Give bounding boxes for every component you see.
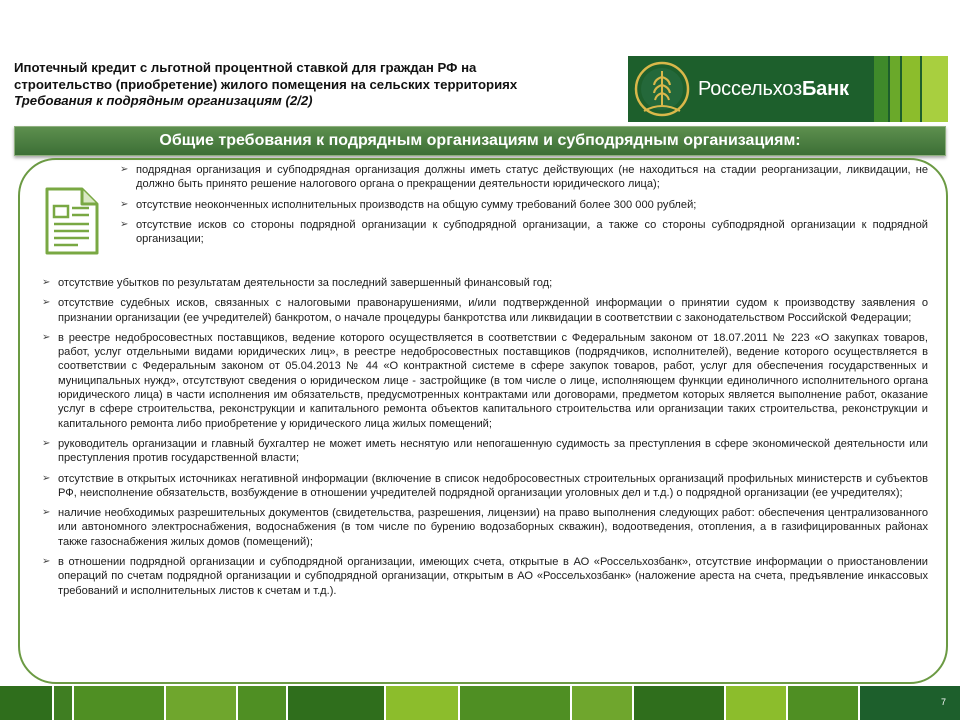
logo-wordmark xyxy=(698,78,849,101)
footer-block xyxy=(634,686,724,720)
list-item: ➢ отсутствие убытков по результатам деятельности за последний завершенный финансовый год; xyxy=(42,277,553,289)
arrow-bullet-icon: ➢ xyxy=(42,556,51,568)
list-item: ➢ отсутствие судебных исков, связанных с налоговыми правонарушениями, и/или подтвержденной информации о принятии судом к производству заявления о признании организации (ее учредителей) банкротом, о начале процедуры банкротства или ликвидации в соответствии с законодательством Российской Федерации; xyxy=(42,297,928,324)
footer-block xyxy=(788,686,858,720)
logo-stripe xyxy=(890,56,900,122)
logo-stripe xyxy=(874,56,888,122)
logo-stripe xyxy=(922,56,948,122)
footer-block xyxy=(54,686,72,720)
requirements-list-main xyxy=(40,276,928,604)
footer-block xyxy=(460,686,570,720)
arrow-bullet-icon: ➢ xyxy=(120,198,129,210)
arrow-bullet-icon: ➢ xyxy=(42,472,51,484)
wheat-key-emblem-icon xyxy=(634,61,690,117)
footer-block xyxy=(166,686,236,720)
list-item: ➢ отсутствие в открытых источниках негативной информации (включение в список недобросовестных строительных организаций профильных министерств и субъектов РФ, неисполнение обязательств, возбуждение в отношении учредителей подрядной организации уголовных дел и т.д.) о подрядной организации (ее учредителях); xyxy=(42,472,928,499)
page-subtitle: Требования к подрядным организациям (2/2) xyxy=(14,93,313,108)
page-title xyxy=(14,60,624,110)
footer-strip xyxy=(0,686,960,720)
section-title-bar: Общие требования к подрядным организациям и субподрядным организациям: xyxy=(14,126,946,156)
logo-stripe xyxy=(902,56,920,122)
footer-block xyxy=(726,686,786,720)
bank-logo xyxy=(628,56,948,122)
footer-block xyxy=(0,686,52,720)
logo-name-regular: Россельхоз xyxy=(698,78,802,100)
arrow-bullet-icon: ➢ xyxy=(120,218,129,230)
arrow-bullet-icon: ➢ xyxy=(42,277,51,288)
list-item: ➢ отсутствие исков со стороны подрядной организации к субподрядной организации, а также со стороны субподрядной организации к подрядной организации; xyxy=(120,218,928,246)
arrow-bullet-icon: ➢ xyxy=(42,331,51,343)
list-item: ➢ руководитель организации и главный бухгалтер не может иметь неснятую или непогашенную судимость за преступления в сфере экономической деятельности или преступления против государственной власти; xyxy=(42,437,928,465)
footer-block xyxy=(288,686,384,720)
footer-block xyxy=(238,686,286,720)
footer-block xyxy=(74,686,164,720)
title-line-1: Ипотечный кредит с льготной процентной ставкой для граждан РФ на xyxy=(14,60,477,75)
list-item: ➢ наличие необходимых разрешительных документов (свидетельства, разрешения, лицензии) на право выполнения следующих работ: обеспечения централизованного или автономного электроснабжения, водоснабжения (в том числе по бурению водозаборных скважин), водоотведения, отопления, а в газифицированных районах также газоснабжения жилых домов (помещений); xyxy=(42,507,928,548)
footer-block xyxy=(572,686,632,720)
arrow-bullet-icon: ➢ xyxy=(42,507,51,519)
footer-block xyxy=(386,686,458,720)
arrow-bullet-icon: ➢ xyxy=(42,437,51,449)
arrow-bullet-icon: ➢ xyxy=(42,297,51,309)
requirements-list-top xyxy=(118,163,928,252)
logo-name-bold: Банк xyxy=(801,78,849,100)
list-item: ➢ в отношении подрядной организации и субподрядной организации, имеющих счета, открытые в АО «Россельхозбанк», отсутствие информации о приостановлении операций по счетам подрядной организации и субподрядной организации, открытым в АО «Россельхозбанк» (наложение ареста на счета, предъявление инкассовых требований и исполнительных листов к счетам и т.д.). xyxy=(42,556,928,597)
arrow-bullet-icon: ➢ xyxy=(120,164,129,175)
page-number: 7 xyxy=(940,697,946,707)
title-line-2: строительство (приобретение) жилого помещения на сельских территориях xyxy=(14,76,518,92)
list-item: ➢ в реестре недобросовестных поставщиков, ведение которого осуществляется в соответствии с Федеральным законом от 18.07.2011 № 223 «О закупках товаров, работ, услуг отдельными видами юридических лиц», в реестре недобросовестных поставщиков (подрядчиков, исполнителей), ведение которого осуществляется в соответствии с Федеральным законом от 05.04.2013 № 44 «О контрактной системе в сфере закупок товаров, работ, услуг для обеспечения государственных и муниципальных нужд», отсутствуют сведения о юридическом лице - застройщике (в том числе о лице, исполняющем функции единоличного исполнительного органа юридического лица) в части исполнения им обязательств, предусмотренных контрактами или договорами, предметом которых является выполнение работ, оказание услуг в сфере строительства, реконструкции и капитального ремонта объектов капитального строительства или организации таких строительства, реконструкции и капитального ремонта либо приобретение у юридического лица жилых помещений; xyxy=(42,331,928,430)
list-item: ➢ подрядная организация и субподрядная организация должны иметь статус действующих (не находиться на стадии реорганизации, ликвидации, не должно быть принято решение налогового органа о прекращении деятельности юридического лица); xyxy=(120,164,928,191)
document-icon xyxy=(44,186,100,256)
list-item: ➢ отсутствие неоконченных исполнительных производств на общую сумму требований более 300 000 рублей; xyxy=(120,198,697,211)
